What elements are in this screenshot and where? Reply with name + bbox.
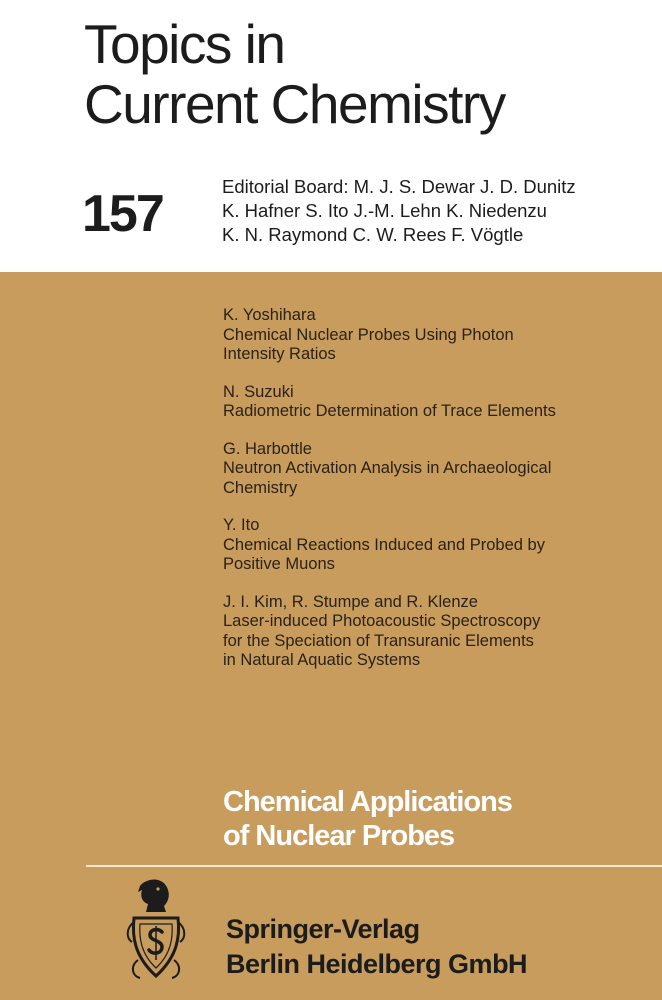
publisher-imprint [226,912,527,982]
contribution-authors: Y. Ito [223,516,260,534]
contribution-title-line: Neutron Activation Analysis in Archaeological [223,459,552,477]
publisher-line-1: Springer-Verlag [226,914,420,944]
contribution-title-line: Chemistry [223,478,298,497]
series-title-line-1: Topics in [84,13,285,75]
series-title [84,14,505,134]
contribution-title-line: for the Speciation of Transuranic Elements [223,631,534,650]
editorial-board-line: Editorial Board: M. J. S. Dewar J. D. Dunitz [222,176,576,197]
contribution-authors: G. Harbottle [223,439,312,458]
contribution-title-line: Intensity Ratios [223,345,336,363]
editorial-board-line: K. Hafner S. Ito J.-M. Lehn K. Niedenzu [222,200,547,221]
contribution-authors: K. Yoshihara [223,306,316,324]
contribution [223,516,653,575]
book-title-line-1: Chemical Applications [223,786,512,818]
editorial-board-line: K. N. Raymond C. W. Rees F. Vögtle [222,224,524,245]
contributions-list [223,306,653,689]
publisher-line-2: Berlin Heidelberg GmbH [226,949,528,979]
contribution [223,440,653,499]
contribution-title-line: Radiometric Determination of Trace Elements [223,402,556,420]
contribution-title-line: in Natural Aquatic Systems [223,651,421,669]
contribution [223,306,653,365]
springer-knight-logo-icon [124,876,188,986]
series-title-line-2: Current Chemistry [84,73,505,135]
contribution [223,593,653,671]
volume-number: 157 [82,185,163,243]
book-title-line-2: of Nuclear Probes [223,820,455,852]
divider-rule [86,865,662,867]
contribution-authors: N. Suzuki [223,382,294,401]
contribution [223,383,653,422]
contribution-title-line: Chemical Nuclear Probes Using Photon [223,325,514,344]
contribution-title-line: Laser-induced Photoacoustic Spectroscopy [223,612,541,630]
contribution-title-line: Chemical Reactions Induced and Probed by [223,535,545,554]
contribution-title-line: Positive Muons [223,555,335,573]
contribution-authors: J. I. Kim, R. Stumpe and R. Klenze [223,592,478,611]
editorial-board [222,175,576,247]
book-title [223,785,512,853]
